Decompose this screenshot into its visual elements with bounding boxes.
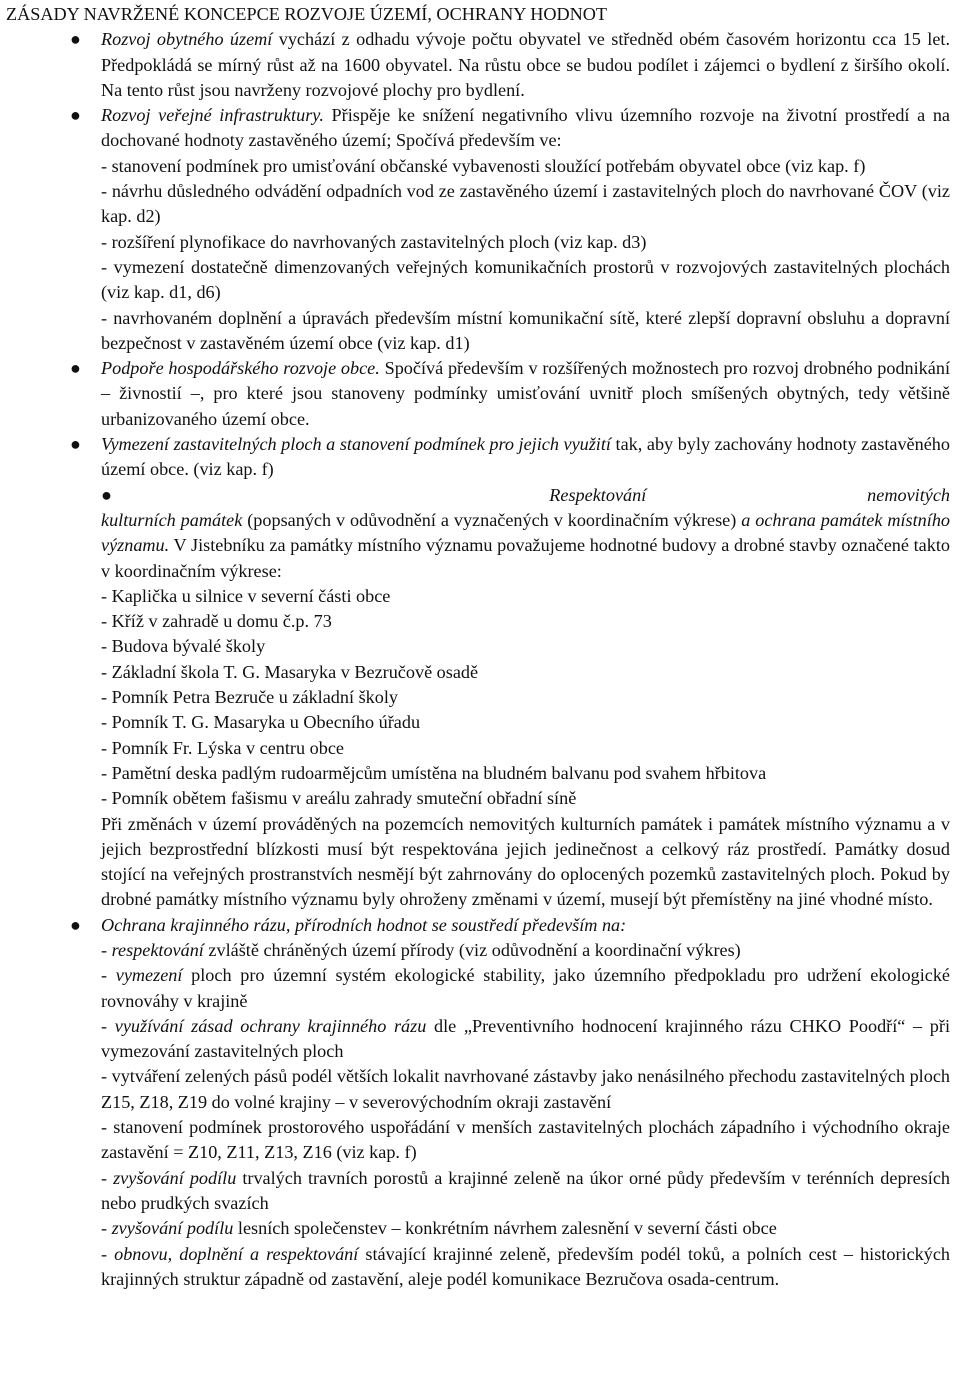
paragraph-text: vychází z odhadu vývoje počtu obyvatel ve středněd obém časovém horizontu cca 15 let. Předpokládá se mírný růst až na 1600 obyvatel. Na růstu obce se budou podílet i zájemci o bydlení z širšího okolí. bbox=[101, 29, 950, 75]
bullet-icon: ● bbox=[70, 914, 81, 935]
bullet-icon: ● bbox=[70, 358, 81, 379]
bullet-verejna-infrastruktura bbox=[6, 103, 950, 154]
list-item: - zvyšování podílu trvalých travních porostů a krajinné zeleně na úkor orné půdy především v terénních depresích nebo prudkých svazích bbox=[101, 1167, 950, 1213]
list-item: - Pomník T. G. Masaryka u Obecního úřadu bbox=[101, 712, 421, 733]
italic-lead: kulturních památek bbox=[101, 509, 243, 530]
bullet-icon: ● bbox=[101, 484, 329, 505]
italic-lead: Vymezení zastavitelných ploch a stanovení podmínek pro jejich využití bbox=[101, 434, 611, 455]
pamatky-section bbox=[6, 483, 950, 913]
list-item: - vymezení ploch pro územní systém ekologické stability, jako územního předpokladu pro udržení ekologické rovnováhy v krajině bbox=[101, 965, 951, 1011]
infrastruktura-list bbox=[6, 154, 950, 356]
list-item: - stanovení podmínek pro umisťování občanské vybavenosti sloužící potřebám obyvatel obce (viz kap. f) bbox=[101, 155, 866, 176]
paragraph-text: (popsaných v odůvodnění a vyznačených v koordinačním výkrese) bbox=[242, 509, 742, 530]
paragraph-text: Přispěje ke snížení negativního vlivu územního rozvoje na životní prostředí a na dochované hodnoty zastavěného území; Spočívá především ve: bbox=[101, 105, 951, 151]
italic-lead: Ochrana krajinného rázu, přírodních hodnot se soustředí především na: bbox=[101, 914, 627, 935]
list-item: - návrhu důsledného odvádění odpadních vod ze zastavěného území i zastavitelných ploch do navrhované ČOV (viz kap. d2) bbox=[101, 181, 950, 227]
page-title: ZÁSADY NAVRŽENÉ KONCEPCE ROZVOJE ÚZEMÍ, OCHRANY HODNOT bbox=[6, 4, 608, 24]
paragraph: Při změnách v území prováděných na pozemcích nemovitých kulturních památek i památek místního významu a v jejich bezprostřední blízkosti musí být respektována jejich jedinečnost a celkový ráz prostředí. Památky dosud stojící na veřejných prostranstvích nesmějí být zahrnovány do oplocených pozemků zastavitelných ploch. Pokud by drobné památky místního významu byly ohroženy změnami v území, musejí být přemístěny na jiné vhodné místo. bbox=[101, 813, 950, 910]
list-item: - Pamětní deska padlým rudoarmějcům umístěna na bludném balvanu pod svahem hřbitova bbox=[101, 762, 767, 783]
italic-lead: Rozvoj obytného území bbox=[101, 29, 273, 50]
bullet-krajinny-raz bbox=[6, 913, 950, 938]
list-item: - navrhovaném doplnění a úpravách především místní komunikační sítě, které zlepší dopravní obsluhu a dopravní bezpečnost v zastavěném území obce (viz kap. d1) bbox=[101, 307, 950, 353]
list-item: - Pomník Fr. Lýska v centru obce bbox=[101, 737, 344, 758]
paragraph bbox=[101, 27, 950, 103]
krajina-list bbox=[6, 938, 950, 1292]
list-item: - Pomník obětem fašismu v areálu zahrady smuteční obřadní síně bbox=[101, 788, 577, 809]
list-item: - Budova bývalé školy bbox=[101, 636, 266, 657]
list-item: - Kaplička u silnice v severní části obce bbox=[101, 585, 391, 606]
bullet-icon: ● bbox=[70, 434, 81, 455]
paragraph-tail: Na tento růst jsou navrženy rozvojové plochy pro bydlení. bbox=[101, 79, 525, 100]
bullet-obytne-uzemi bbox=[6, 27, 950, 103]
paragraph-text: tak, aby byly zachovány hodnoty zastavěného území obce. (viz kap. f) bbox=[101, 434, 950, 480]
italic-lead: Respektování nemovitých bbox=[549, 484, 950, 505]
list-item: - využívání zásad ochrany krajinného rázu dle „Preventivního hodnocení krajinného rázu CHKO Poodří“ – při vymezování zastavitelných ploch bbox=[101, 1015, 951, 1062]
list-item: - respektování zvláště chráněných území přírody (viz odůvodnění a koordinační výkres) bbox=[101, 939, 741, 960]
italic-lead: a ochrana památek místního významu. bbox=[101, 509, 951, 556]
paragraph bbox=[101, 103, 950, 154]
paragraph bbox=[101, 432, 950, 483]
list-item: - Pomník Petra Bezruče u základní školy bbox=[101, 687, 398, 708]
list-item: - obnovu, doplnění a respektování stávající krajinné zeleně, především podél toků, a polních cest – historických krajinných struktur západně od zastavění, aleje podél komunikace Bezručova osada-centrum. bbox=[101, 1243, 950, 1289]
paragraph bbox=[101, 356, 950, 432]
list-item: - vytváření zelených pásů podél větších lokalit navrhované zástavby jako nenásilného přechodu zastavitelných ploch Z15, Z18, Z19 do volné krajiny – v severovýchodním okraji zastavění bbox=[101, 1066, 950, 1112]
bullet-icon: ● bbox=[70, 105, 81, 126]
paragraph bbox=[101, 508, 950, 584]
list-item: - Kříž v zahradě u domu č.p. 73 bbox=[101, 611, 332, 632]
bullet-zastavitelne-plochy bbox=[6, 432, 950, 483]
list-item: - vymezení dostatečně dimenzovaných veřejných komunikačních prostorů v rozvojových zastavitelných plochách (viz kap. d1, d6) bbox=[101, 256, 950, 303]
bullet-icon: ● bbox=[70, 29, 81, 50]
paragraph-text: Spočívá především v rozšířených možnostech pro rozvoj drobného podnikání – živnostií –, pro které jsou stanoveny podmínky umisťování uvnitř ploch smíšených obytných, tedy většině urbanizovaného území obce. bbox=[101, 358, 950, 429]
list-item: - Základní škola T. G. Masaryka v Bezručově osadě bbox=[101, 661, 479, 682]
list-item: - stanovení podmínek prostorového uspořádání v menších zastavitelných plochách západního i východního okraje zastavění = Z10, Z11, Z13, Z16 (viz kap. f) bbox=[101, 1117, 950, 1163]
list-item: - zvyšování podílu lesních společenstev – konkrétním návrhem zalesnění v severní části obce bbox=[101, 1218, 777, 1239]
list-item: - rozšíření plynofikace do navrhovaných zastavitelných ploch (viz kap. d3) bbox=[101, 231, 647, 252]
italic-lead: Rozvoj veřejné infrastruktury. bbox=[101, 105, 324, 126]
italic-lead: Podpoře hospodářského rozvoje obce. bbox=[101, 358, 380, 379]
pamatky-heading-line bbox=[101, 483, 950, 508]
bullet-hospodarsky-rozvoj bbox=[6, 356, 950, 432]
paragraph-text: V Jistebníku za památky místního významu považujeme hodnotné budovy a drobné stavby označené takto v koordinačním výkrese: bbox=[101, 535, 950, 581]
